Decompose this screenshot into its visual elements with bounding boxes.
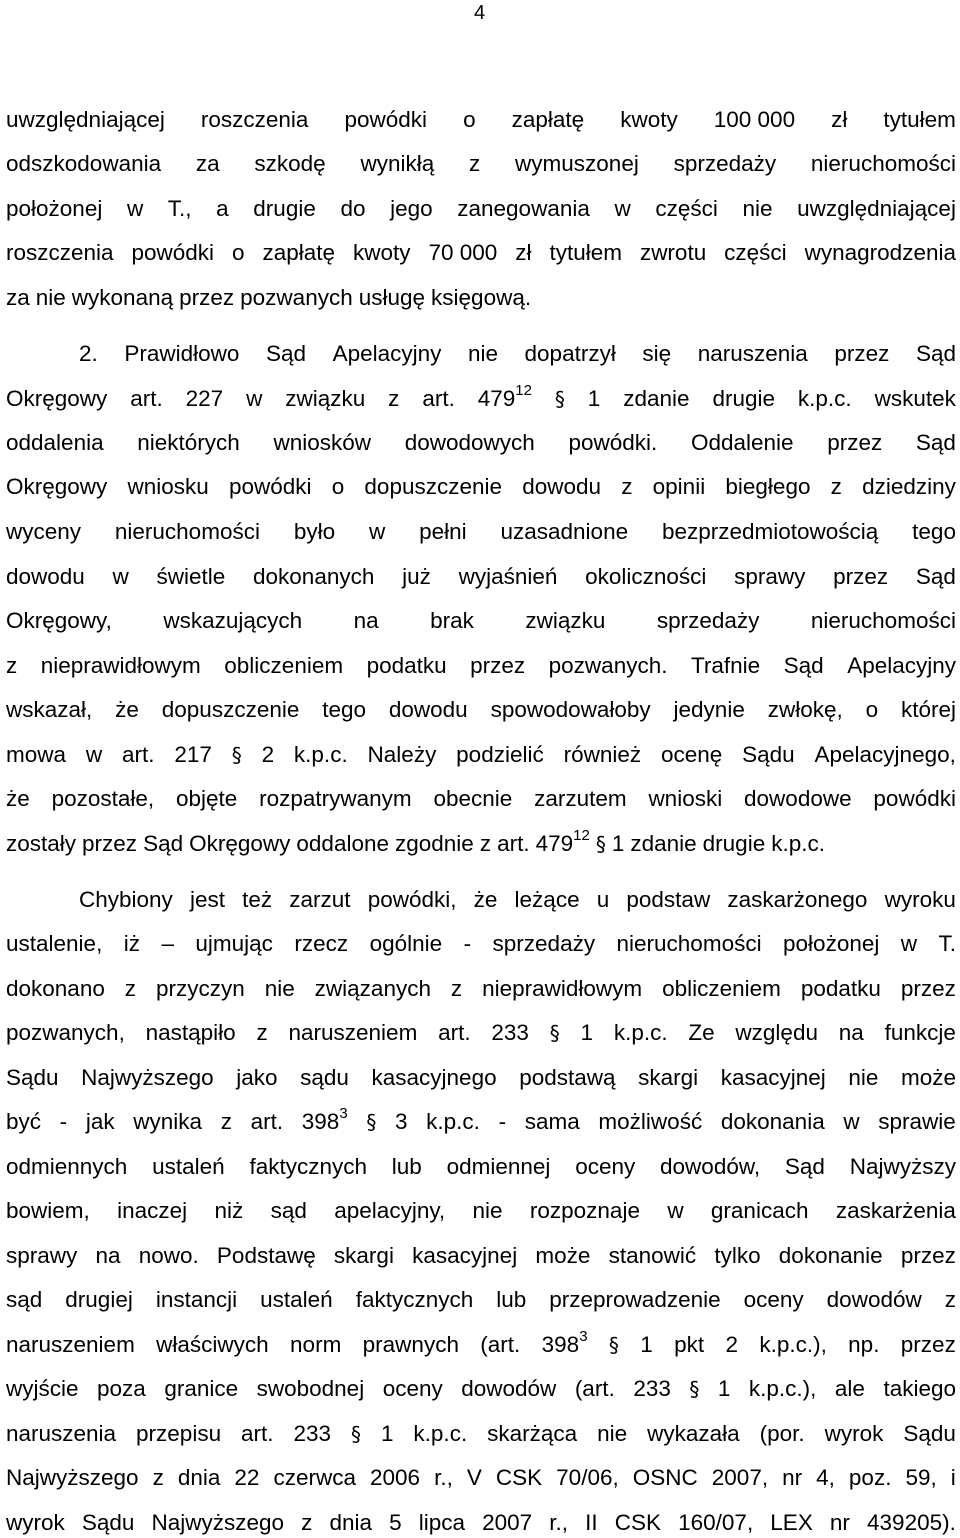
text-line: odszkodowania za szkodę wynikłą z wymuszonej sprzedaży nieruchomości	[6, 151, 956, 176]
text-line: wyrok Sądu Najwyższego z dnia 5 lipca 2007 r., II CSK 160/07, LEX nr 439205).	[6, 1510, 956, 1535]
text-line: z nieprawidłowym obliczeniem podatku przez pozwanych. Trafnie Sąd Apelacyjny	[6, 653, 956, 678]
section-sign: §	[549, 1021, 560, 1045]
text-line: pozwanych, nastąpiło z naruszeniem art. 233 § 1 k.p.c. Ze względu na funkcje	[6, 1018, 956, 1048]
text-line: Najwyższego z dnia 22 czerwca 2006 r., V CSK 70/06, OSNC 2007, nr 4, poz. 59, i	[6, 1465, 956, 1490]
text-line: Okręgowy wniosku powódki o dopuszczenie dowodu z opinii biegłego z dziedziny	[6, 474, 956, 499]
text-line: wyceny nieruchomości było w pełni uzasadnione bezprzedmiotowością tego	[6, 519, 956, 544]
text-line: Sądu Najwyższego jako sądu kasacyjnego podstawą skargi kasacyjnej nie może	[6, 1065, 956, 1090]
page-number: 4	[474, 2, 486, 24]
text-line: naruszenia przepisu art. 233 § 1 k.p.c. skarżąca nie wykazała (por. wyrok Sądu	[6, 1419, 956, 1449]
text-line: położonej w T., a drugie do jego zanegowania w części nie uwzględniającej	[6, 196, 956, 221]
text-line: wyjście poza granice swobodnej oceny dowodów (art. 233 § 1 k.p.c.), ale takiego	[6, 1374, 956, 1404]
section-sign: §	[366, 1110, 377, 1134]
superscript: 3	[339, 1105, 348, 1122]
text-line: uwzględniającej roszczenia powódki o zapłatę kwoty 100 000 zł tytułem	[6, 107, 956, 132]
text-line: dokonano z przyczyn nie związanych z nieprawidłowym obliczeniem podatku przez	[6, 976, 956, 1001]
text-line: 2. Prawidłowo Sąd Apelacyjny nie dopatrzył się naruszenia przez Sąd	[79, 341, 956, 366]
text-line: za nie wykonaną przez pozwanych usługę księgową.	[6, 285, 532, 310]
text-line: Okręgowy, wskazujących na brak związku sprzedaży nieruchomości	[6, 608, 956, 633]
section-sign: §	[231, 743, 242, 767]
text-line: zostały przez Sąd Okręgowy oddalone zgodnie z art. $479^{12}$ § 1 zdanie drugie k.p.c.	[6, 827, 825, 856]
text-line: Okręgowy art. 227 w związku z art. $479^{12}$ § 1 zdanie drugie k.p.c. wskutek	[6, 384, 956, 417]
section-sign: §	[689, 1377, 700, 1401]
text-line: mowa w art. 217 § 2 k.p.c. Należy podzielić również ocenę Sądu Apelacyjnego,	[6, 740, 956, 770]
section-sign: §	[554, 387, 565, 411]
section-sign: §	[608, 1333, 619, 1357]
text-line: oddalenia niektórych wniosków dowodowych powódki. Oddalenie przez Sąd	[6, 430, 956, 455]
text-line: ustalenie, iż – ujmując rzecz ogólnie - sprzedaży nieruchomości położonej w T.	[6, 931, 956, 956]
text-line: naruszeniem właściwych norm prawnych (art. $398^3$ § 1 pkt 2 k.p.c.), np. przez	[6, 1330, 956, 1363]
text-line: bowiem, inaczej niż sąd apelacyjny, nie rozpoznaje w granicach zaskarżenia	[6, 1198, 956, 1223]
text-line: roszczenia powódki o zapłatę kwoty 70 000 zł tytułem zwrotu części wynagrodzenia	[6, 240, 956, 265]
text-line: sąd drugiej instancji ustaleń faktycznych lub przeprowadzenie oceny dowodów z	[6, 1287, 956, 1312]
section-sign: §	[351, 1422, 361, 1446]
text-line: odmiennych ustaleń faktycznych lub odmiennej oceny dowodów, Sąd Najwyższy	[6, 1154, 956, 1179]
superscript: 12	[573, 827, 590, 844]
text-line: że pozostałe, objęte rozpatrywanym obecnie zarzutem wnioski dowodowe powódki	[6, 786, 956, 811]
text-line: dowodu w świetle dokonanych już wyjaśnień okoliczności sprawy przez Sąd	[6, 564, 956, 589]
text-line: Chybiony jest też zarzut powódki, że leżące u podstaw zaskarżonego wyroku	[79, 887, 956, 912]
superscript: 3	[579, 1328, 588, 1345]
text-line: sprawy na nowo. Podstawę skargi kasacyjnej może stanowić tylko dokonanie przez	[6, 1243, 956, 1268]
superscript: 12	[515, 382, 532, 399]
text-line: być - jak wynika z art. $398^3$ § 3 k.p.c. - sama możliwość dokonania w sprawie	[6, 1107, 956, 1140]
text-line: wskazał, że dopuszczenie tego dowodu spowodowałoby jedynie zwłokę, o której	[6, 697, 956, 722]
section-sign: §	[595, 832, 606, 856]
